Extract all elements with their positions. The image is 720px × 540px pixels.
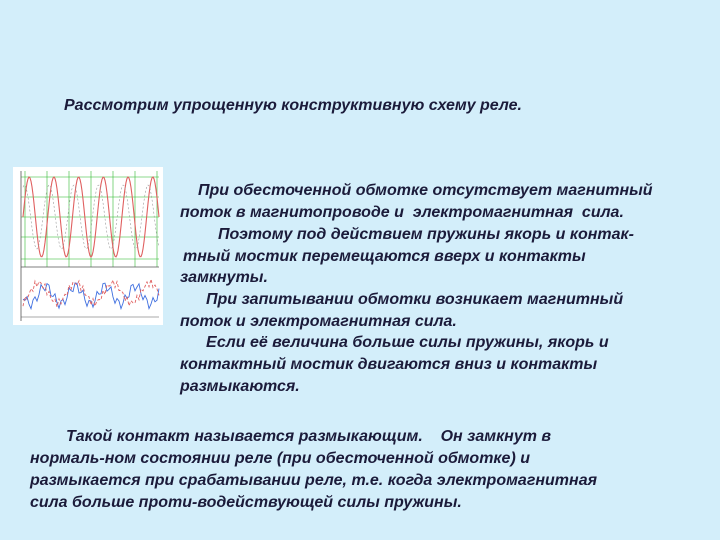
text-line: Такой контакт называется размыкающим. Он замкнут в [66,428,552,445]
text-line: При запитывании обмотки возникает магнитный [206,291,624,308]
text-line: тный мостик перемещаются вверх и контакты [183,248,586,265]
slide-heading: Рассмотрим упрощенную конструктивную схему реле. [64,97,522,114]
text-line: сила больше проти-водействующей силы пружины. [30,494,462,511]
text-line: При обесточенной обмотке отсутствует магнитный [198,182,653,199]
noise-trace [23,283,159,309]
oscillogram-figure [13,167,163,325]
text-line: контактный мостик двигаются вниз и контакты [180,356,598,373]
text-line: замкнуты. [180,269,268,286]
text-line: поток в магнитопроводе и электромагнитная сила. [180,204,624,221]
text-line: нормаль-ном состоянии реле (при обесточенной обмотке) и [30,450,530,467]
text-line: поток и электромагнитная сила. [180,313,457,330]
text-line: Поэтому под действием пружины якорь и контак- [218,226,634,243]
oscillogram-image [13,167,163,325]
noise-trace [23,279,159,307]
text-line: Если её величина больше силы пружины, якорь и [206,334,609,351]
text-line: размыкаются. [180,378,300,395]
text-line: размыкается при срабатывании реле, т.е. когда электромагнитная [30,472,598,489]
